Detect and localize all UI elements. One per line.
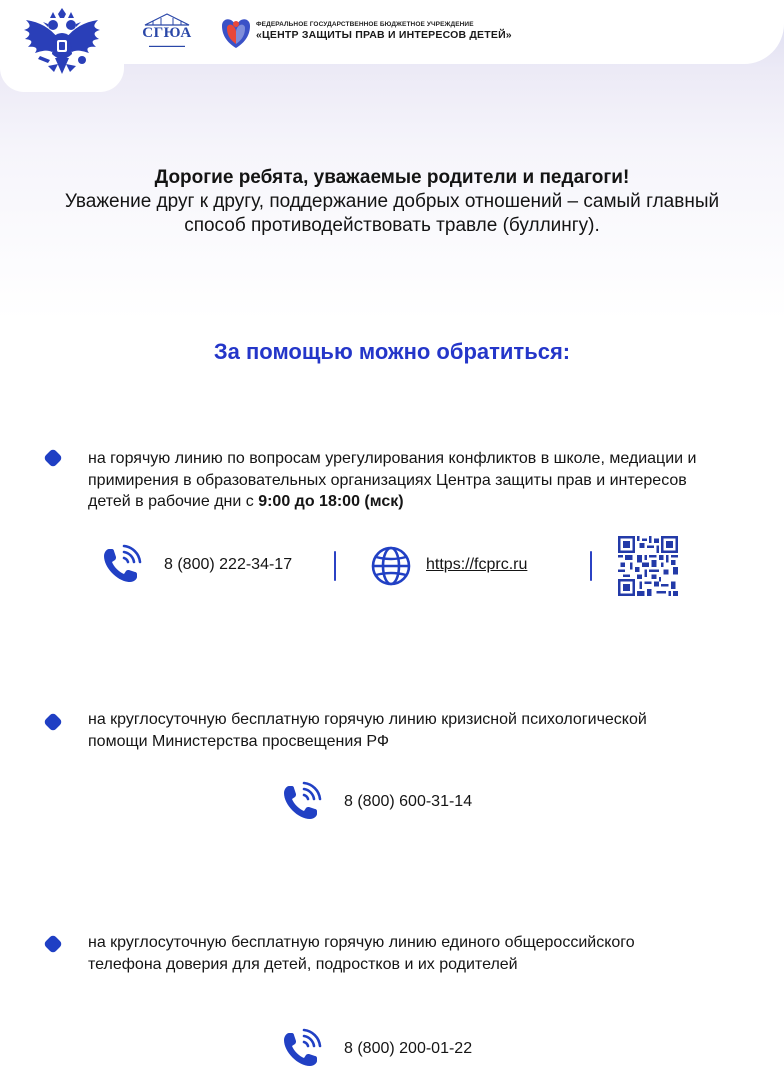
phone-ringing-icon — [100, 544, 142, 586]
contact-row-1 — [100, 544, 292, 586]
list-item-1-text: на горячую линию по вопросам урегулирования конфликтов в школе, медиации и примирения в образовательных организациях Центра защиты прав и интересов детей в рабочие дни с — [88, 450, 697, 510]
diamond-bullet-icon — [42, 711, 64, 733]
contact-row-2 — [280, 781, 472, 823]
center-caption-title: «ЦЕНТР ЗАЩИТЫ ПРАВ И ИНТЕРЕСОВ ДЕТЕЙ» — [256, 29, 512, 41]
phone-ringing-icon — [280, 1028, 322, 1070]
center-caption-small: ФЕДЕРАЛЬНОЕ ГОСУДАРСТВЕННОЕ БЮДЖЕТНОЕ УЧРЕЖДЕНИЕ — [256, 21, 474, 28]
globe-icon — [370, 545, 412, 587]
qr-code-icon[interactable] — [618, 536, 678, 596]
building-icon — [143, 12, 191, 26]
phone-number-2[interactable]: 8 (800) 600-31-14 — [344, 793, 473, 810]
intro-greeting: Дорогие ребята, уважаемые родители и педагоги! — [154, 167, 630, 188]
emblem-tab — [0, 0, 124, 92]
sgua-logo-text: СГЮА — [142, 25, 192, 41]
intro-text — [40, 166, 744, 238]
sgua-logo — [136, 12, 198, 56]
phone-ringing-icon — [280, 781, 322, 823]
contact-row-3 — [280, 1028, 472, 1070]
phone-number-1[interactable]: 8 (800) 222-34-17 — [164, 556, 293, 573]
intro-body — [40, 190, 744, 238]
double-headed-eagle-icon — [22, 8, 102, 84]
divider — [590, 551, 592, 581]
list-item-1 — [88, 448, 728, 513]
center-logo-icon — [220, 16, 252, 50]
help-heading: За помощью можно обратиться: — [213, 339, 571, 364]
phone-number-3[interactable]: 8 (800) 200-01-22 — [344, 1040, 473, 1057]
list-item-2-text: на круглосуточную бесплатную горячую линию кризисной психологической помощи Министерства просвещения РФ — [88, 711, 647, 750]
intro-body-text: Уважение друг к другу, поддержание добрых отношений – самый главный способ противодействовать травле (буллингу). — [64, 191, 720, 236]
divider — [334, 551, 336, 581]
list-item-1-hours: 9:00 до 18:00 (мск) — [258, 493, 404, 510]
list-item-3-text: на круглосуточную бесплатную горячую линию единого общероссийского телефона доверия для детей, подростков и их родителей — [88, 934, 635, 973]
list-item-2 — [88, 709, 648, 752]
website-link[interactable]: https://fcprc.ru — [426, 556, 528, 573]
sgua-logo-subtext: ▬▬▬▬▬▬▬▬▬ — [149, 43, 185, 48]
center-caption — [256, 21, 512, 41]
diamond-bullet-icon — [42, 933, 64, 955]
list-item-3 — [88, 932, 648, 975]
diamond-bullet-icon — [42, 447, 64, 469]
